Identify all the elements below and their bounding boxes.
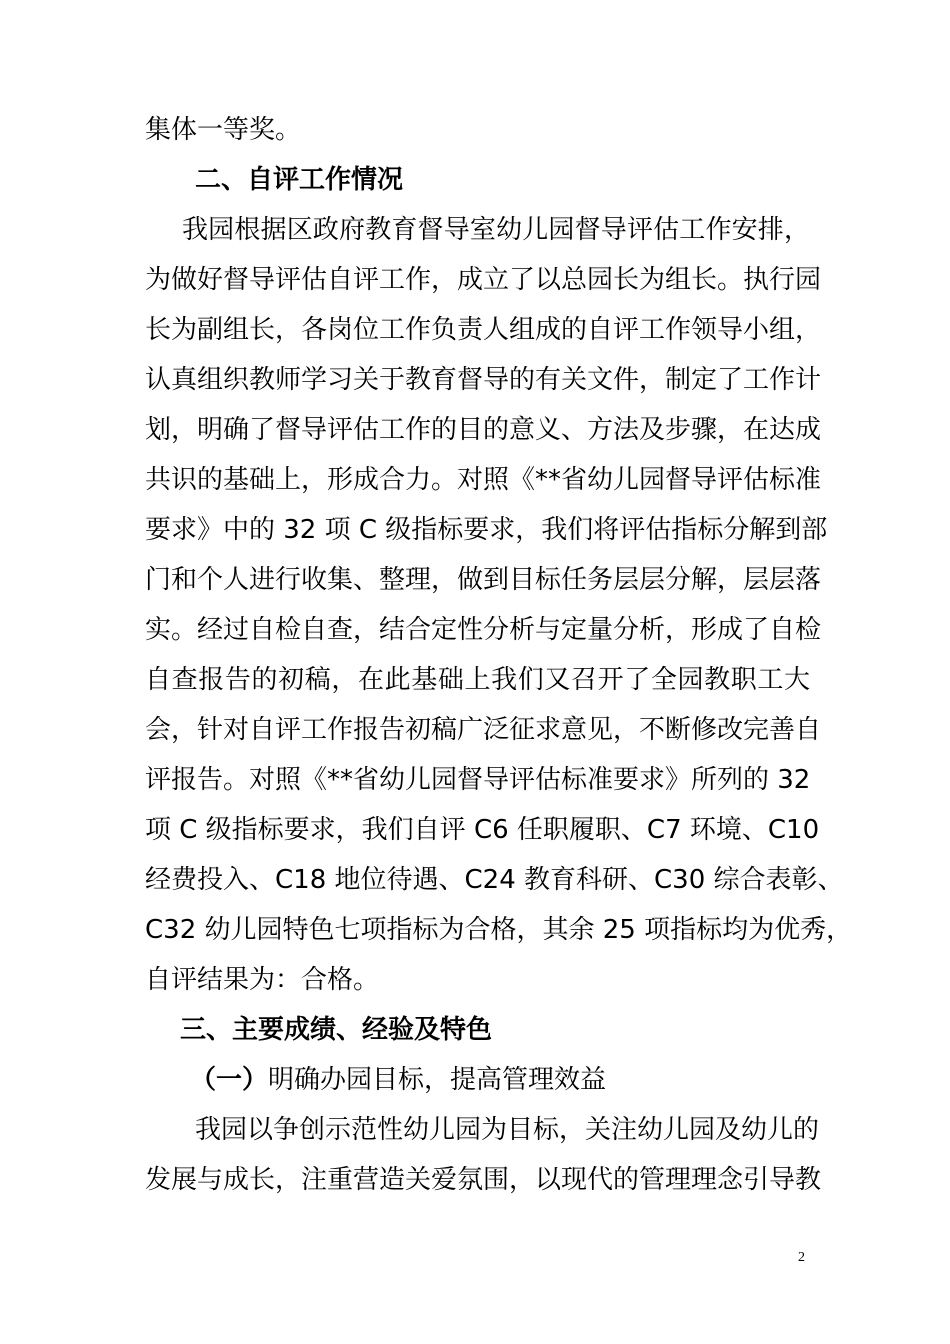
paragraph-line: 项 C 级指标要求，我们自评 C6 任职履职、C7 环境、C10	[145, 815, 820, 845]
paragraph-line: 我园以争创示范性幼儿园为目标，关注幼儿园及幼儿的	[195, 1115, 820, 1145]
subsection-title: 明确办园目标，提高管理效益	[268, 1065, 607, 1095]
paragraph-line: 集体一等奖。	[145, 115, 302, 145]
paragraph-line: 认真组织教师学习关于教育督导的有关文件，制定了工作计	[145, 365, 822, 395]
paragraph-line: 评报告。对照《**省幼儿园督导评估标准要求》所列的 32	[145, 765, 811, 795]
paragraph-line: 自查报告的初稿，在此基础上我们又召开了全园教职工大	[145, 665, 810, 695]
paragraph-line: 为做好督导评估自评工作，成立了以总园长为组长。执行园	[145, 265, 822, 295]
section-heading-self-evaluation: 二、自评工作情况	[195, 165, 404, 195]
paragraph-line: 门和个人进行收集、整理，做到目标任务层层分解，层层落	[145, 565, 822, 595]
subsection-number: 一	[216, 1065, 243, 1095]
paragraph-line: 经费投入、C18 地位待遇、C24 教育科研、C30 综合表彰、	[145, 865, 844, 895]
page-number: 2	[798, 1250, 805, 1265]
paragraph-line: 自评结果为：合格。	[145, 965, 380, 995]
paragraph-line: C32 幼儿园特色七项指标为合格，其余 25 项指标均为优秀，	[145, 915, 853, 945]
subsection-paren-close: ）	[242, 1065, 269, 1095]
paragraph-line: 发展与成长，注重营造关爱氛围，以现代的管理理念引导教	[145, 1165, 822, 1195]
paragraph-line: 划，明确了督导评估工作的目的意义、方法及步骤，在达成	[145, 415, 822, 445]
paragraph-line: 要求》中的 32 项 C 级指标要求，我们将评估指标分解到部	[145, 515, 828, 545]
subsection-heading	[190, 1063, 606, 1097]
subsection-paren-open: （	[190, 1065, 217, 1095]
paragraph-line: 会，针对自评工作报告初稿广泛征求意见，不断修改完善自	[145, 715, 822, 745]
paragraph-line: 我园根据区政府教育督导室幼儿园督导评估工作安排，	[182, 215, 810, 245]
paragraph-line: 实。经过自检自查，结合定性分析与定量分析，形成了自检	[145, 615, 822, 645]
section-heading-achievements: 三、主要成绩、经验及特色	[180, 1015, 493, 1045]
paragraph-line: 共识的基础上，形成合力。对照《**省幼儿园督导评估标准	[145, 465, 822, 495]
paragraph-line: 长为副组长，各岗位工作负责人组成的自评工作领导小组，	[145, 315, 822, 345]
